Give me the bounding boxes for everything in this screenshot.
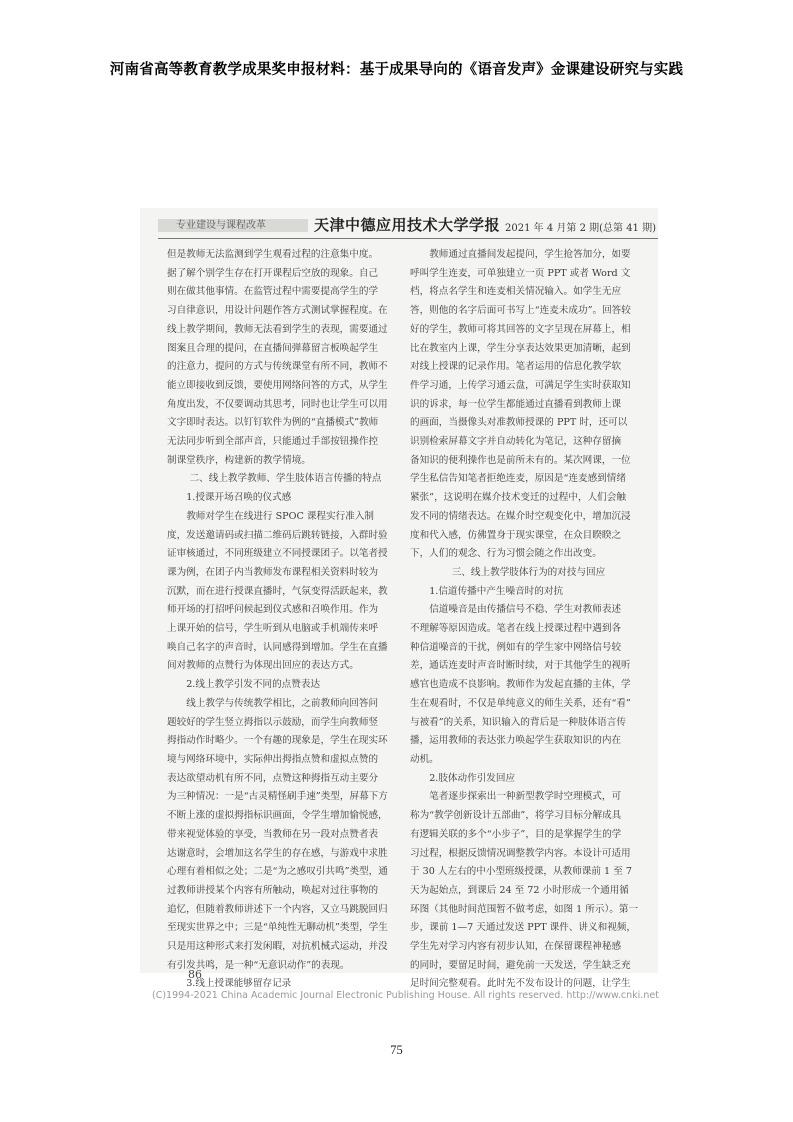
page-number: 75 (390, 1043, 403, 1057)
text-line: 沉默，而在进行授课直播时，气氛变得活跃起来，教 (167, 585, 388, 597)
text-line: 的注意力，提问的方式与传统课堂有所不同，教师不 (167, 361, 388, 373)
text-line: 天为起始点，到课后 24 至 72 小时形成一个通用循 (410, 884, 629, 896)
text-line: 文字即时表达。以钉钉软件为例的“直播模式”教师 (167, 417, 379, 429)
text-line: 课为例，在团子内当教师发布课程相关资料时较为 (167, 566, 379, 578)
text-line: 播，运用教师的表达张力唤起学生获取知识的内在 (410, 735, 622, 747)
text-line: 信道噪音是由传播信号不稳、学生对教师表述 (429, 604, 622, 616)
text-line: 教师对学生在线进行 SPOC 课程实行准入制 (186, 510, 375, 522)
text-line: 过教师讲授某个内容有所触动，唤起对过往事物的 (167, 884, 379, 896)
text-line: 二、线上教学教师、学生肢体语言传播的特点 (189, 473, 382, 485)
text-line: 线上教学期间，教师无法看到学生的表现，需要通过 (167, 323, 388, 335)
text-line: 发不同的情绪表达。在媒介时空观变化中，增加沉浸 (410, 510, 631, 522)
text-line: 2.线上教学引发不同的点赞表达 (186, 679, 321, 691)
text-line: 呼叫学生连麦，可单独建立一页 PPT 或者 Word 文 (410, 267, 631, 279)
text-line: 证审核通过，不同班级建立不同授课团子。以笔者授 (167, 548, 388, 560)
text-line: 与被看”的关系，知识输入的背后是一种肢体语言传 (410, 716, 626, 728)
text-line: 的画面，当摄像头对准教师授课的 PPT 时，还可以 (410, 417, 628, 429)
text-line: 带来视觉体验的享受，当教师在另一段对点赞者表 (167, 828, 379, 840)
left-text-column (167, 246, 404, 994)
text-line: 只是用这种形式来打发闲暇，对抗机械式运动，并没 (167, 941, 388, 953)
text-line: 心理有着相似之处；二是“为之感叹引共鸣”类型，通 (167, 866, 388, 878)
text-line: 无法同步听到全部声音，只能通过手部按钮操作控 (167, 436, 379, 448)
text-line: 拇指动作时略少。一个有趣的现象是，学生在现实环 (167, 735, 388, 747)
text-line: 1.信道传播中产生噪音时的对抗 (429, 585, 564, 597)
text-line: 唤自己名字的声音时，认同感得到增加。学生在直播 (167, 641, 388, 653)
text-line: 则在做其他事情。在监管过程中需要提高学生的学 (167, 286, 379, 298)
text-line: 习过程，根据反馈情况调整教学内容。本设计可适用 (410, 847, 631, 859)
text-line: 笔者逐步探索出一种新型教学时空理模式，可 (429, 791, 622, 803)
journal-section-label: 专业建设与课程改革 (158, 219, 308, 232)
text-line: 2.肢体动作引发回应 (429, 772, 516, 784)
text-line: 能立即接收到反馈，要使用网络问答的方式，从学生 (167, 379, 388, 391)
text-line: 境与网络环境中，实际伸出拇指点赞和虚拟点赞的 (167, 753, 379, 765)
right-text-column (410, 246, 647, 994)
text-line: 的同时，要留足时间，避免前一天发送，学生缺乏充 (410, 959, 631, 971)
text-line: 动机。 (410, 753, 439, 765)
text-line: 紧张”，这说明在媒介技术变迁的过程中，人们会触 (410, 492, 626, 504)
text-line: 对线上授课的记录作用。笔者运用的信息化教学软 (410, 361, 622, 373)
text-line: 差，通话连麦时声音时断时续，对于其他学生的视听 (410, 660, 631, 672)
text-line: 不断上涨的虚拟拇指标识画面，令学生增加愉悦感， (167, 810, 388, 822)
copyright-line: (C)1994-2021 China Academic Journal Electronic Publishing House. All rights reserved. http://www.cnki.net (152, 990, 659, 1001)
text-line: 感官也造成不良影响。教师作为发起直播的主体，学 (410, 679, 631, 691)
journal-name: 天津中德应用技术大学学报 (314, 216, 501, 234)
text-line: 达谢意时，会增加这名学生的存在感，与游戏中求胜 (167, 847, 388, 859)
text-line: 学生先对学习内容有初步认知，在保留课程神秘感 (410, 941, 622, 953)
text-line: 1.授课开场召唤的仪式感 (186, 492, 292, 504)
text-line: 习自律意识，用设计问题作答方式测试掌握程度。在 (167, 305, 388, 317)
journal-issue: 2021 年 4 月第 2 期(总第 41 期) (505, 223, 656, 234)
document-title: 河南省高等教育教学成果奖申报材料：基于成果导向的《语音发声》金课建设研究与实践 (109, 62, 684, 78)
text-line: 度和代入感，仿佛置身于现实课堂，在众目睽睽之 (410, 529, 622, 541)
text-line: 好的学生，教师可将其回答的文字呈现在屏幕上，相 (410, 323, 631, 335)
text-line: 表达欲望动机有所不同，点赞这种拇指互动主要分 (167, 772, 379, 784)
text-line: 步，课前 1—7 天通过发送 PPT 课件、讲义和视频， (410, 922, 636, 934)
text-line: 三、线上教学肢体行为的对技与回应 (451, 566, 606, 578)
text-line: 答，则他的名字后面可书写上“连麦未成功”。回答较 (410, 305, 631, 317)
text-line: 3.线上授课能够留存记录 (186, 978, 292, 990)
text-line: 追忆，但随着教师讲述下一个内容，又立马跳脱回归 (167, 903, 388, 915)
text-line: 不理解等原因造成。笔者在线上授课过程中遇到各 (410, 623, 622, 635)
text-line: 题较好的学生竖立拇指以示鼓励，而学生向教师竖 (167, 716, 379, 728)
text-line: 制课堂秩序，构建新的教学情境。 (167, 454, 311, 466)
text-line: 环图（其他时间范围暂不做考虑，如图 1 所示）。第一 (410, 903, 639, 915)
text-line: 下，人们的观念、行为习惯会随之作出改变。 (410, 548, 602, 560)
text-line: 备知识的便利操作也是前所未有的。某次网课，一位 (410, 454, 631, 466)
text-line: 图案且合理的提问，在直播间弹幕留言板唤起学生 (167, 342, 379, 354)
text-line: 识的诉求，每一位学生都能通过直播看到教师上课 (410, 398, 622, 410)
text-line: 档，将点名学生和连麦相关情况输入。如学生无应 (410, 286, 622, 298)
text-line: 据了解个别学生存在打开课程后空放的现象。自己 (167, 267, 379, 279)
text-line: 教师通过直播间发起提问，学生抢答加分，如要 (429, 249, 631, 260)
text-line: 比在教室内上课，学生分享表达效果更加清晰，起到 (410, 342, 631, 354)
text-line: 度，发送邀请码或扫描二维码后跳转链接，入群时验 (167, 529, 388, 541)
journal-header (158, 214, 658, 236)
text-line: 于 30 人左右的中小型班级授课，从教师课前 1 至 7 (410, 866, 632, 878)
text-line: 有引发共鸣，是一种“无意识动作”的表现。 (167, 959, 350, 971)
text-line: 但是教师无法监测到学生观看过程的注意集中度。 (167, 249, 379, 260)
text-line: 学生私信告知笔者拒绝连麦，原因是“连麦感到情绪 (410, 473, 626, 485)
text-line: 上课开始的信号，学生听到从电脑或手机端传来呼 (167, 623, 379, 635)
text-line: 师开场的打招呼问候起到仪式感和召唤作用。作为 (167, 604, 379, 616)
text-line: 线上教学与传统教学相比，之前教师向回答问 (186, 697, 379, 709)
text-line: 至现实世界之中；三是“单纯性无聊动机”类型，学生 (167, 922, 388, 934)
text-line: 识别检索屏幕文字并自动转化为笔记，这种存留摘 (410, 436, 622, 448)
text-line: 生在观看时，不仅是单纯意义的师生关系，还有“看” (410, 697, 631, 709)
text-line: 有逻辑关联的多个“小步子”，目的是掌握学生的学 (410, 828, 622, 840)
text-line: 间对教师的点赞行为体现出回应的表达方式。 (167, 660, 359, 672)
text-line: 件学习通，上传学习通云盘，可满足学生实时获取知 (410, 379, 631, 391)
text-line: 种信道噪音的干扰，例如有的学生家中网络信号较 (410, 641, 622, 653)
text-line: 称为“教学创新设计五部曲”，将学习目标分解成具 (410, 810, 622, 822)
journal-page-number: 86 (188, 968, 202, 981)
header-rule (158, 238, 658, 239)
text-line: 为三种情况：一是“古灵精怪刷手速”类型，屏幕下方 (167, 791, 388, 803)
text-line: 足时间完整观看。此时先不发布设计的问题，让学生 (410, 978, 631, 990)
text-line: 角度出发，不仅要调动其思考，同时也让学生可以用 (167, 398, 388, 410)
